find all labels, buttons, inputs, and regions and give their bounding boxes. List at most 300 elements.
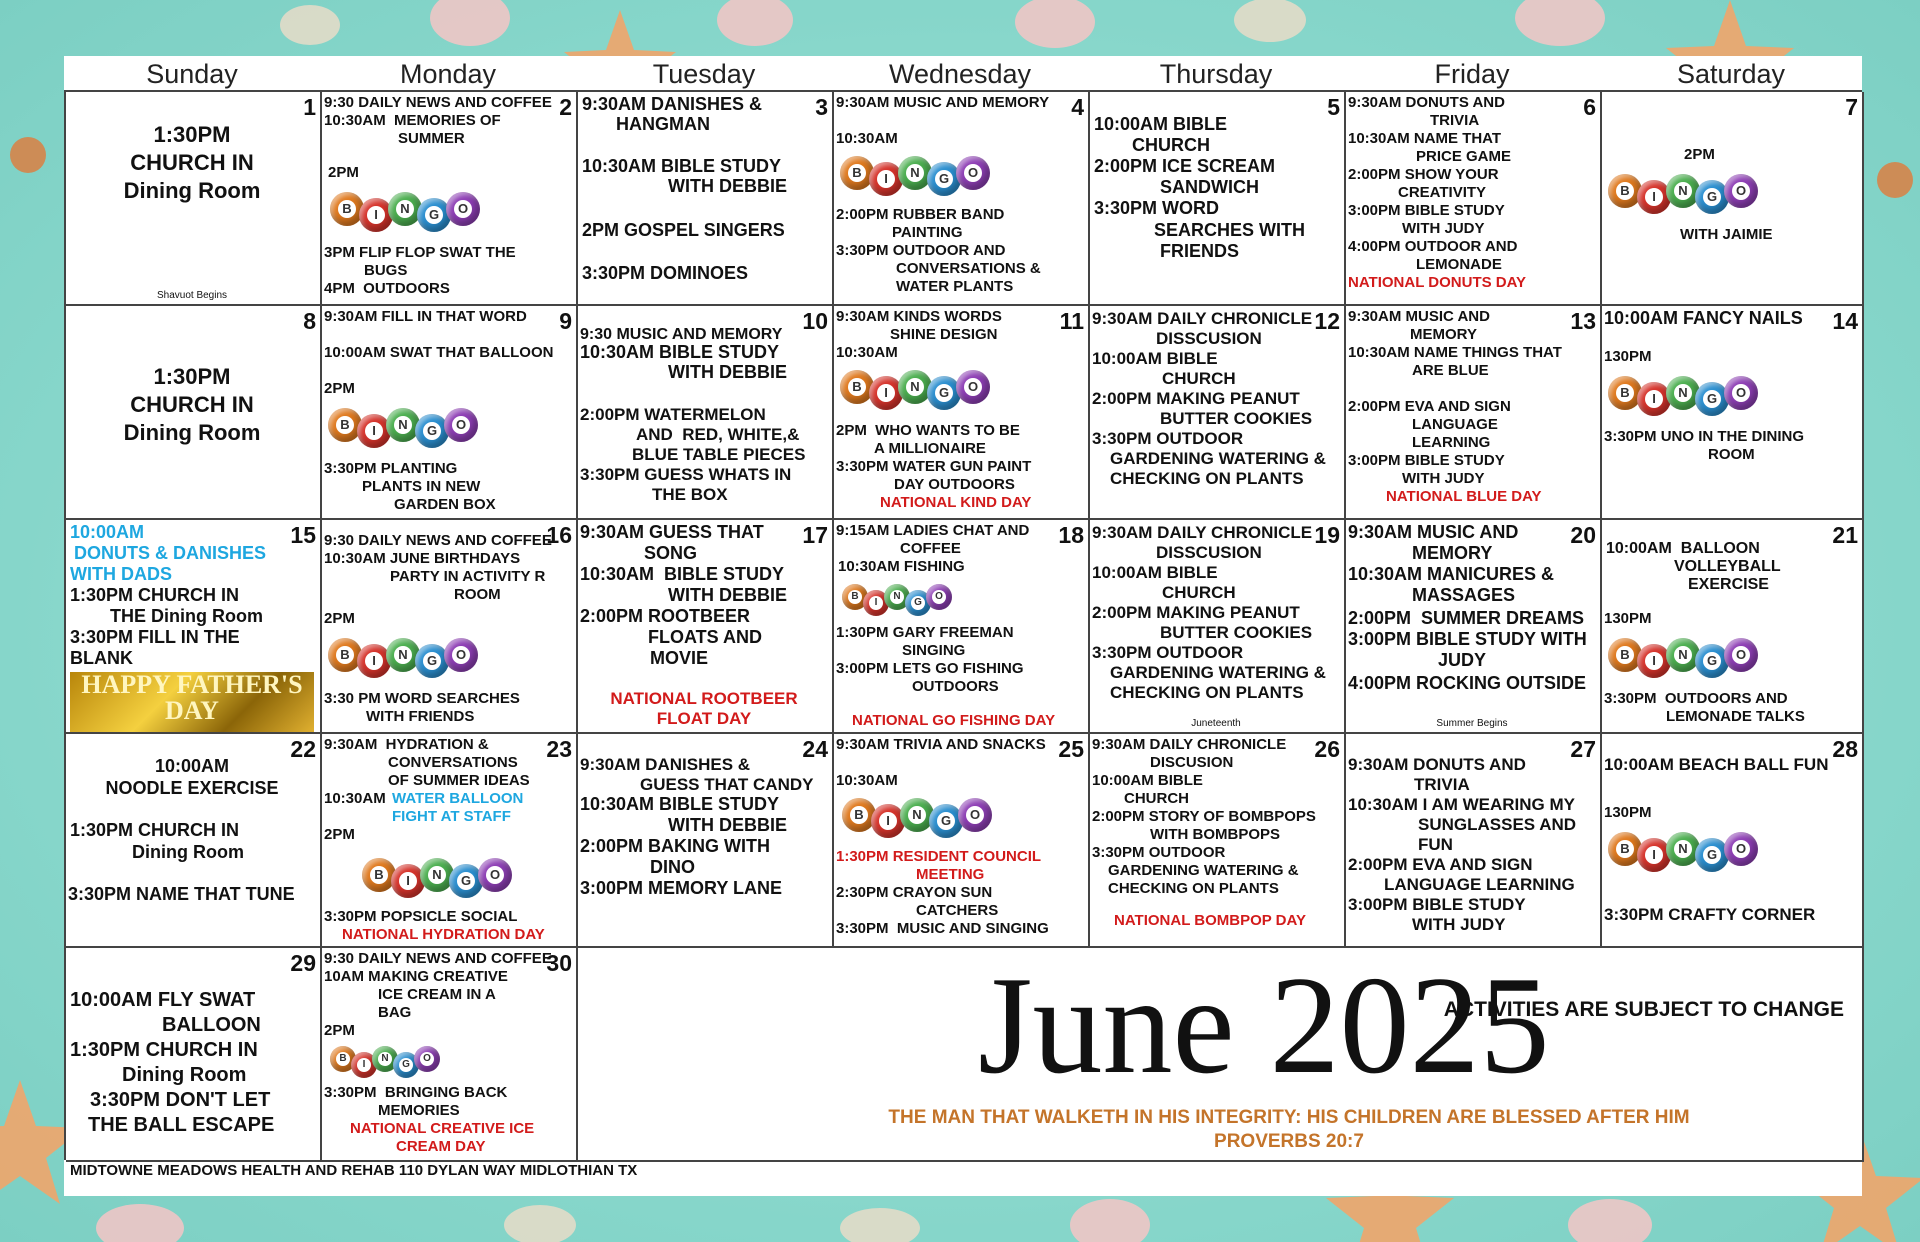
activity-line: DONUTS & DANISHES: [74, 543, 267, 563]
activity-line: WITH JUDY: [1402, 220, 1485, 237]
day-number: 2: [559, 94, 572, 120]
activity-line: 3:00PM BIBLE STUDY: [1348, 202, 1505, 219]
activity-line: 3:30 PM WORD SEARCHES: [324, 690, 520, 707]
bingo-balls-icon: [840, 370, 985, 410]
bingo-ball-icon: [1724, 376, 1758, 410]
bingo-ball-letter: B: [848, 590, 862, 604]
day-number: 19: [1314, 522, 1340, 548]
bingo-ball-letter: G: [911, 596, 925, 610]
activity-line: 2:30PM CRAYON SUN: [836, 884, 993, 901]
activity-line: 2PM: [328, 164, 359, 181]
bingo-ball-letter: G: [935, 384, 953, 402]
day-number: 7: [1845, 94, 1858, 120]
activity-line: 10:30AM: [836, 344, 898, 361]
bingo-ball-letter: N: [378, 1052, 392, 1066]
bingo-ball-letter: O: [964, 164, 982, 182]
activity-line: 10:30AM BIBLE STUDY: [582, 156, 782, 176]
activity-line: CHURCH IN: [130, 150, 254, 175]
activity-line: 10:00AM BIBLE: [1094, 114, 1228, 134]
activity-line: MOVIE: [650, 648, 709, 668]
bingo-ball-icon: [1724, 174, 1758, 208]
activity-line: 10:30AM MANICURES &: [1348, 564, 1555, 584]
activity-line: WITH DEBBIE: [668, 176, 787, 196]
activity-line: 3:00PM BIBLE STUDY: [1348, 452, 1505, 469]
bingo-ball-letter: B: [1616, 840, 1634, 858]
bingo-ball-letter: G: [425, 206, 443, 224]
bingo-ball-letter: N: [396, 200, 414, 218]
bingo-ball-letter: N: [394, 646, 412, 664]
calendar-page: [64, 56, 1862, 1196]
activity-line: FRIENDS: [1160, 241, 1240, 261]
bingo-balls-icon: [330, 1046, 435, 1078]
activity-line: 3:00PM MEMORY LANE: [580, 878, 783, 898]
bingo-ball-letter: N: [906, 164, 924, 182]
activity-line: 130PM: [1604, 610, 1652, 627]
day-number: 14: [1832, 308, 1858, 334]
bingo-balls-icon: [328, 638, 473, 678]
day-cell-25: [834, 734, 1090, 948]
bingo-ball-letter: I: [399, 872, 417, 890]
bingo-balls-icon: [840, 156, 985, 196]
bingo-ball-letter: O: [932, 590, 946, 604]
activity-line: CHECKING ON PLANTS: [1108, 880, 1279, 897]
day-number: 15: [290, 522, 316, 548]
day-number: 12: [1314, 308, 1340, 334]
day-cell-4: [834, 92, 1090, 306]
bingo-ball-icon: [956, 370, 990, 404]
day-number: 6: [1583, 94, 1596, 120]
activity-line: 10:30AM MEMORIES OF: [324, 112, 501, 129]
activity-line: THE BOX: [652, 485, 728, 504]
activity-line: MASSAGES: [1412, 585, 1516, 605]
activity-line: DISCUSION: [1150, 754, 1234, 771]
activity-line: OF SUMMER IDEAS: [388, 772, 530, 789]
activity-line: CONVERSATIONS &: [896, 260, 1041, 277]
day-cell-1: [66, 92, 322, 306]
day-cell-7: [1602, 92, 1864, 306]
bingo-balls-icon: [842, 584, 947, 616]
activity-line: 2:00PM STORY OF BOMBPOPS: [1092, 808, 1316, 825]
activity-line: BUGS: [364, 262, 408, 279]
day-number: 21: [1832, 522, 1858, 548]
activity-line: 10:00AM FLY SWAT: [70, 989, 256, 1011]
activity-line: 2PM: [324, 380, 355, 397]
activity-line: 10:00AM: [154, 756, 230, 776]
bingo-balls-icon: [328, 408, 473, 448]
activity-line: THE Dining Room: [110, 606, 263, 626]
day-cell-3: [578, 92, 834, 306]
activity-line: SONG: [644, 543, 698, 563]
national-day-label: NATIONAL BLUE DAY: [1386, 488, 1542, 505]
activity-line: 4PM OUTDOORS: [324, 280, 450, 297]
activity-line: ROOM: [1708, 446, 1755, 463]
day-cell-18: [834, 520, 1090, 734]
bingo-ball-icon: [926, 584, 952, 610]
activity-line: 2PM WHO WANTS TO BE: [836, 422, 1020, 439]
activity-line: 9:30AM DAILY CHRONICLE: [1092, 523, 1313, 542]
activity-line: CHURCH: [1162, 369, 1236, 388]
activity-line: GARDEN BOX: [394, 496, 496, 513]
bingo-ball-letter: I: [1645, 652, 1663, 670]
activity-line: 2:00PM BAKING WITH: [580, 836, 771, 856]
bingo-ball-letter: B: [336, 416, 354, 434]
activity-line: CHURCH: [1162, 583, 1236, 602]
national-day-label: NATIONAL ROOTBEER: [610, 689, 798, 708]
activity-line: 2:00PM SUMMER DREAMS: [1348, 608, 1585, 628]
activity-line: 10:30AM BIBLE STUDY: [580, 342, 780, 362]
day-number: 1: [303, 94, 316, 120]
activity-line: MEMORY: [1412, 543, 1493, 563]
bingo-ball-letter: O: [420, 1052, 434, 1066]
activity-line: ROOM: [454, 586, 501, 603]
day-cell-11: [834, 306, 1090, 520]
bingo-ball-letter: O: [452, 416, 470, 434]
activity-line: 10:30AM: [836, 772, 898, 789]
bingo-ball-letter: B: [1616, 182, 1634, 200]
activity-line: 10:30AM JUNE BIRTHDAYS: [324, 550, 521, 567]
activity-line: DISSCUSION: [1156, 543, 1262, 562]
activity-line: 2PM: [1684, 146, 1715, 163]
bingo-ball-letter: N: [908, 806, 926, 824]
activity-line: 2:00PM ICE SCREAM: [1094, 156, 1276, 176]
bingo-ball-letter: I: [877, 170, 895, 188]
day-cell-14: [1602, 306, 1864, 520]
activity-line: LEMONADE: [1416, 256, 1502, 273]
activity-line: CHECKING ON PLANTS: [1110, 469, 1304, 488]
day-cell-22: [66, 734, 322, 948]
bingo-ball-letter: G: [935, 170, 953, 188]
activity-line: CATCHERS: [916, 902, 999, 919]
activity-line: BLANK: [70, 648, 133, 668]
bingo-ball-letter: B: [370, 866, 388, 884]
activity-line: 10:30AM NAME THAT: [1348, 130, 1502, 147]
activity-line: CHURCH: [1124, 790, 1189, 807]
bingo-ball-letter: B: [848, 164, 866, 182]
activity-line: GARDENING WATERING &: [1110, 663, 1326, 682]
activity-line: 9:30AM KINDS WORDS: [836, 308, 1002, 325]
day-number: 10: [802, 308, 828, 334]
activity-line: 9:30AM DONUTS AND: [1348, 755, 1526, 774]
activity-line: BUTTER COOKIES: [1160, 623, 1313, 642]
activity-line: 2:00PM ROOTBEER: [580, 606, 751, 626]
activity-line: MEETING: [916, 866, 985, 883]
bingo-ball-letter: O: [966, 806, 984, 824]
bingo-ball-letter: G: [1703, 188, 1721, 206]
bingo-balls-icon: [362, 858, 507, 898]
bingo-ball-letter: I: [879, 812, 897, 830]
day-header-thursday: Thursday: [1159, 59, 1273, 89]
day-header-saturday: Saturday: [1676, 59, 1786, 89]
activity-line: WITH JUDY: [1412, 915, 1506, 934]
activity-line: THE BALL ESCAPE: [88, 1114, 275, 1136]
activity-line: 3:30PM DON'T LET: [90, 1089, 271, 1111]
activity-line: WITH FRIENDS: [366, 708, 475, 725]
day-number: 26: [1314, 736, 1340, 762]
activity-line: 2:00PM WATERMELON: [580, 405, 766, 424]
bingo-ball-letter: I: [357, 1058, 371, 1072]
day-cell-23: [322, 734, 578, 948]
activity-line: 9:15AM LADIES CHAT AND: [836, 522, 1030, 539]
activity-line: 9:30AM FILL IN THAT WORD: [324, 308, 527, 325]
activity-line: 10:30AM: [836, 130, 898, 147]
activity-line: CHURCH: [1132, 135, 1210, 155]
activity-line: DINO: [650, 857, 695, 877]
day-cell-21: [1602, 520, 1864, 734]
day-number: 8: [303, 308, 316, 334]
bingo-ball-letter: N: [428, 866, 446, 884]
day-cell-19: [1090, 520, 1346, 734]
activity-line: 2PM: [324, 610, 355, 627]
activity-line: 3:30PM OUTDOOR: [1092, 844, 1226, 861]
activity-line: WITH DEBBIE: [668, 815, 787, 835]
day-number: 27: [1570, 736, 1596, 762]
activity-line: 3:00PM BIBLE STUDY: [1348, 895, 1526, 914]
activity-line: 10:00AM BIBLE: [1092, 349, 1218, 368]
activity-line: COFFEE: [900, 540, 961, 557]
activity-line: GARDENING WATERING &: [1108, 862, 1299, 879]
activity-line: WATER BALLOON: [392, 790, 524, 807]
bingo-ball-letter: G: [937, 812, 955, 830]
activity-line: 9:30AM HYDRATION &: [324, 736, 489, 753]
activity-line: 2:00PM EVA AND SIGN: [1348, 855, 1533, 874]
activity-line: Dining Room: [123, 178, 261, 203]
day-number: 20: [1570, 522, 1596, 548]
bingo-ball-icon: [1724, 832, 1758, 866]
bingo-ball-letter: B: [1616, 646, 1634, 664]
activity-line: CHURCH IN: [130, 392, 254, 417]
day-cell-20: [1346, 520, 1602, 734]
activity-line: 3:30PM FILL IN THE: [70, 627, 240, 647]
activity-line: 1:30PM GARY FREEMAN: [836, 624, 1014, 641]
bingo-ball-letter: B: [850, 806, 868, 824]
activity-line: 3:30PM WORD: [1094, 198, 1220, 218]
activity-line: 3:30PM CRAFTY CORNER: [1604, 905, 1816, 924]
activity-line: A MILLIONAIRE: [874, 440, 986, 457]
activity-line: 10:30AM NAME THINGS THAT: [1348, 344, 1562, 361]
activity-line: 4:00PM OUTDOOR AND: [1348, 238, 1518, 255]
bingo-ball-letter: O: [454, 200, 472, 218]
activity-line: 9:30AM TRIVIA AND SNACKS: [836, 736, 1046, 753]
activity-line: 3:30PM MUSIC AND SINGING: [836, 920, 1049, 937]
day-number: 22: [290, 736, 316, 762]
activity-line: 10:00AM BALLOON: [1606, 540, 1760, 557]
activity-line: ICE CREAM IN A: [378, 986, 496, 1003]
day-number: 13: [1570, 308, 1596, 334]
national-day-label: NATIONAL BOMBPOP DAY: [1114, 912, 1306, 929]
activity-line: Dining Room: [132, 842, 244, 862]
day-cell-17: [578, 520, 834, 734]
activity-line: SEARCHES WITH: [1154, 220, 1306, 240]
activity-line: 9:30AM DAILY CHRONICLE: [1092, 309, 1313, 328]
activity-line: NOODLE EXERCISE: [105, 778, 279, 798]
activity-line: PLANTS IN NEW: [362, 478, 481, 495]
bingo-ball-letter: N: [1674, 840, 1692, 858]
day-cell-13: [1346, 306, 1602, 520]
activity-line: WITH JAIMIE: [1680, 226, 1773, 243]
activity-line: SUMMER: [398, 130, 465, 147]
bingo-ball-letter: I: [365, 422, 383, 440]
bingo-ball-letter: B: [336, 1052, 350, 1066]
schedule-change-notice: ACTIVITIES ARE SUBJECT TO CHANGE: [1443, 998, 1844, 1021]
activity-line: PAINTING: [892, 224, 963, 241]
bingo-ball-icon: [444, 638, 478, 672]
activity-line: 3:30PM NAME THAT TUNE: [68, 884, 295, 904]
day-number: 11: [1059, 308, 1084, 334]
day-header-wednesday: Wednesday: [888, 59, 1032, 89]
day-cell-24: [578, 734, 834, 948]
activity-line: 1:30PM: [153, 364, 231, 389]
activity-line: 10:00AM BIBLE: [1092, 563, 1218, 582]
activity-line: 130PM: [1604, 348, 1652, 365]
activity-line: 9:30AM DANISHES &: [582, 94, 763, 114]
activity-line: 130PM: [1604, 804, 1652, 821]
activity-line: 3:30PM GUESS WHATS IN: [580, 465, 792, 484]
day-cell-5: [1090, 92, 1346, 306]
activity-line: MEMORIES: [378, 1102, 460, 1119]
bingo-ball-letter: O: [1732, 646, 1750, 664]
bingo-ball-letter: O: [452, 646, 470, 664]
activity-line: 1:30PM CHURCH IN: [70, 1039, 258, 1061]
activity-line: 10:30AM FISHING: [838, 558, 965, 575]
activity-line: 3:30PM BRINGING BACK: [324, 1084, 508, 1101]
national-day-label: FLOAT DAY: [656, 709, 752, 728]
bingo-ball-icon: [444, 408, 478, 442]
activity-line: 2PM GOSPEL SINGERS: [582, 220, 785, 240]
activity-line: 10:00AM BIBLE: [1092, 772, 1203, 789]
activity-line: Dining Room: [122, 1064, 247, 1086]
activity-line: TRIVIA: [1430, 112, 1480, 129]
activity-line: WITH BOMBPOPS: [1150, 826, 1280, 843]
activity-line: VOLLEYBALL: [1674, 558, 1781, 575]
facility-address: MIDTOWNE MEADOWS HEALTH AND REHAB 110 DYLAN WAY MIDLOTHIAN TX: [70, 1162, 638, 1179]
activity-line: SHINE DESIGN: [890, 326, 998, 343]
activity-line: 9:30AM MUSIC AND: [1348, 522, 1519, 542]
bingo-ball-letter: G: [1703, 390, 1721, 408]
bingo-ball-letter: N: [906, 378, 924, 396]
activity-line: DISSCUSION: [1156, 329, 1262, 348]
activity-line: 2:00PM MAKING PEANUT: [1092, 389, 1300, 408]
activity-line: PARTY IN ACTIVITY R: [390, 568, 546, 585]
activity-line: FUN: [1418, 835, 1453, 854]
national-day-label: CREAM DAY: [396, 1138, 486, 1155]
bingo-ball-letter: G: [1703, 846, 1721, 864]
activity-line: 3PM FLIP FLOP SWAT THE: [324, 244, 516, 261]
bingo-ball-letter: O: [1732, 840, 1750, 858]
bingo-ball-letter: N: [394, 416, 412, 434]
activity-line: JUDY: [1438, 650, 1487, 670]
national-day-label: NATIONAL HYDRATION DAY: [342, 926, 545, 943]
month-title: June 2025: [978, 948, 1550, 1103]
bingo-ball-letter: N: [1674, 384, 1692, 402]
activity-line: LEMONADE TALKS: [1666, 708, 1805, 725]
activity-line: 9:30AM DAILY CHRONICLE: [1092, 736, 1287, 753]
activity-line: 3:30PM OUTDOOR AND: [836, 242, 1006, 259]
activity-line: PRICE GAME: [1416, 148, 1512, 165]
activity-line: CREATIVITY: [1398, 184, 1487, 201]
activity-line: WITH DADS: [70, 564, 172, 584]
bingo-ball-letter: G: [423, 652, 441, 670]
bingo-ball-letter: I: [1645, 188, 1663, 206]
activity-line: 10:00AM SWAT THAT BALLOON: [324, 344, 554, 361]
bingo-ball-letter: B: [336, 646, 354, 664]
bingo-balls-icon: [1608, 638, 1753, 678]
fathers-day-banner-image: HAPPY FATHER'S DAY: [70, 672, 314, 732]
activity-line: BAG: [378, 1004, 412, 1021]
activity-line: WITH DEBBIE: [668, 362, 787, 382]
activity-line: BALLOON: [162, 1014, 261, 1036]
bingo-ball-letter: I: [1645, 390, 1663, 408]
bingo-ball-letter: O: [486, 866, 504, 884]
activity-line: TRIVIA: [1414, 775, 1470, 794]
day-number: 5: [1327, 94, 1340, 120]
activity-line: 2:00PM MAKING PEANUT: [1092, 603, 1300, 622]
day-cell-27: [1346, 734, 1602, 948]
day-cell-9: [322, 306, 578, 520]
bingo-ball-letter: I: [877, 384, 895, 402]
activity-line: 3:30PM DOMINOES: [582, 263, 749, 283]
activity-line: MEMORY: [1410, 326, 1477, 343]
activity-line: 9:30AM DONUTS AND: [1348, 94, 1505, 111]
activity-line: 9:30 DAILY NEWS AND COFFEE: [324, 94, 552, 111]
bible-verse: THE MAN THAT WALKETH IN HIS INTEGRITY: HIS CHILDREN ARE BLESSED AFTER HIM: [888, 1107, 1690, 1128]
activity-line: 10:30AM BIBLE STUDY: [580, 794, 780, 814]
bingo-ball-letter: G: [1703, 652, 1721, 670]
activity-line: Dining Room: [123, 420, 261, 445]
activity-line: CONVERSATIONS: [388, 754, 518, 771]
activity-line: WITH JUDY: [1402, 470, 1485, 487]
activity-line: DAY OUTDOORS: [894, 476, 1015, 493]
bingo-ball-letter: B: [848, 378, 866, 396]
activity-line: SUNGLASSES AND: [1418, 815, 1577, 834]
bingo-ball-letter: I: [365, 652, 383, 670]
bingo-ball-letter: O: [1732, 182, 1750, 200]
activity-line: SANDWICH: [1160, 177, 1259, 197]
activity-line: 10:30AM I AM WEARING MY: [1348, 795, 1576, 814]
bingo-ball-icon: [958, 798, 992, 832]
day-header-monday: Monday: [399, 59, 497, 89]
activity-line: 3:00PM BIBLE STUDY WITH: [1348, 629, 1587, 649]
bingo-ball-letter: G: [399, 1058, 413, 1072]
activity-line: LANGUAGE LEARNING: [1384, 875, 1575, 894]
day-cell-10: [578, 306, 834, 520]
day-number: 25: [1058, 736, 1084, 762]
activity-line: 3:30PM OUTDOOR: [1092, 429, 1244, 448]
activity-line: LEARNING: [1412, 434, 1491, 451]
day-number: 3: [815, 94, 828, 120]
activity-line: 2:00PM EVA AND SIGN: [1348, 398, 1511, 415]
activity-line: 3:30PM WATER GUN PAINT: [836, 458, 1032, 475]
activity-line: AND RED, WHITE,&: [636, 425, 800, 444]
activity-line: 1:30PM: [153, 122, 231, 147]
day-cell-15: [66, 520, 322, 734]
national-day-label: NATIONAL GO FISHING DAY: [852, 712, 1056, 729]
activity-line: 10:30AM: [324, 790, 386, 807]
activity-line: SINGING: [902, 642, 966, 659]
bingo-balls-icon: [1608, 174, 1753, 214]
activity-line: 2PM: [324, 1022, 355, 1039]
bingo-ball-letter: I: [1645, 846, 1663, 864]
activity-line: 10:00AM FANCY NAILS: [1604, 308, 1803, 328]
day-number: 17: [802, 522, 828, 548]
activity-line: FLOATS AND: [648, 627, 762, 647]
day-cell-29: [66, 948, 322, 1162]
national-day-label: NATIONAL DONUTS DAY: [1348, 274, 1527, 291]
day-cell-12: [1090, 306, 1346, 520]
activity-line: 3:30PM UNO IN THE DINING: [1604, 428, 1805, 445]
bingo-balls-icon: [1608, 376, 1753, 416]
bingo-ball-letter: O: [1732, 384, 1750, 402]
activity-line: BLUE TABLE PIECES: [632, 445, 806, 464]
